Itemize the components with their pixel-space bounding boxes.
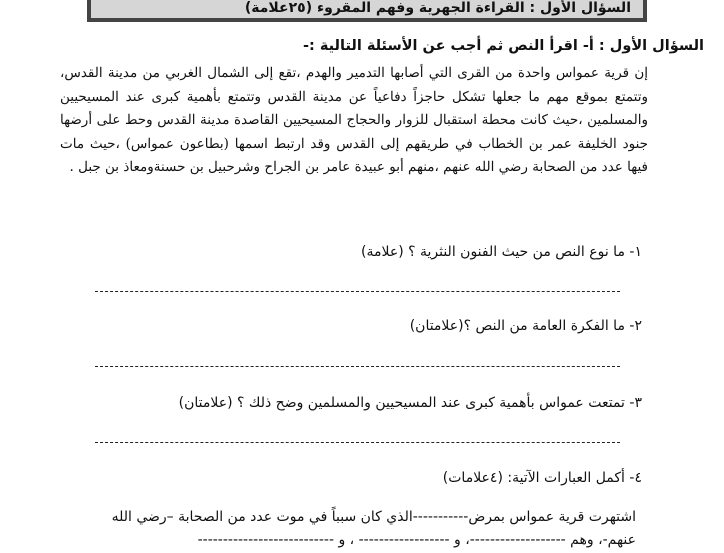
question-1-text: ما نوع النص من حيث الفنون النثرية ؟ (علامة) <box>361 244 625 260</box>
answer-line-1[interactable] <box>95 291 620 292</box>
completion-line-2: عنهم-، وهم -------------------، و ------------------ ، و --------------------------- <box>197 532 636 548</box>
question-4 <box>443 470 642 486</box>
answer-line-2[interactable] <box>95 366 620 367</box>
question-3 <box>179 395 642 411</box>
question-3-text: تمتعت عمواس بأهمية كبرى عند المسيحيين والمسلمين وضح ذلك ؟ (علامتان) <box>178 395 625 411</box>
section-header-title: السؤال الأول : القراءة الجهرية وفهم المقروء <box>316 0 631 16</box>
question-2-text: ما الفكرة العامة من النص ؟(علامتان) <box>409 318 625 334</box>
answer-line-3[interactable] <box>95 442 620 443</box>
question-4-number: ٤- <box>629 470 642 486</box>
section-header <box>87 0 647 22</box>
completion-line-1: اشتهرت قرية عمواس بمرض-----------الذي كان سبباً في موت عدد من الصحابة –رضي الله <box>111 509 636 525</box>
question-4-text: أكمل العبارات الآتية: (٤علامات) <box>442 470 625 486</box>
question-1 <box>361 244 642 260</box>
question-2-number: ٢- <box>629 318 642 334</box>
question-1-number: ١- <box>629 244 642 260</box>
question-title: السؤال الأول : أ- اقرأ النص ثم أجب عن الأسئلة التالية :- <box>302 38 704 54</box>
section-header-marks: (٢٥علامة) <box>244 0 313 16</box>
question-3-number: ٣- <box>629 395 642 411</box>
question-2 <box>410 318 642 334</box>
reading-passage: إن قرية عمواس واحدة من القرى التي أصابها التدمير والهدم ،تقع إلى الشمال الغربي من مدينة القدس، وتتمتع بموقع مهم ما جعلها تشكل حاجزاً دفاعياً عن مدينة القدس وتتمتع بأهمية كبرى عند المسيحيين والمسلمين ،حيث كانت محطة استقبال للزوار والحجاج المسيحيين القاصدة مدينة القدس وحط على أرضها جنود الخليفة عمر بن الخطاب في طريقهم إلى القدس وقد ارتبط اسمها (بطاعون عمواس) ،حيث مات فيها عدد من الصحابة رضي الله عنهم ،منهم أبو عبيدة عامر بن الجراح وشرحبيل بن حسنةومعاذ بن جبل . <box>60 65 648 175</box>
